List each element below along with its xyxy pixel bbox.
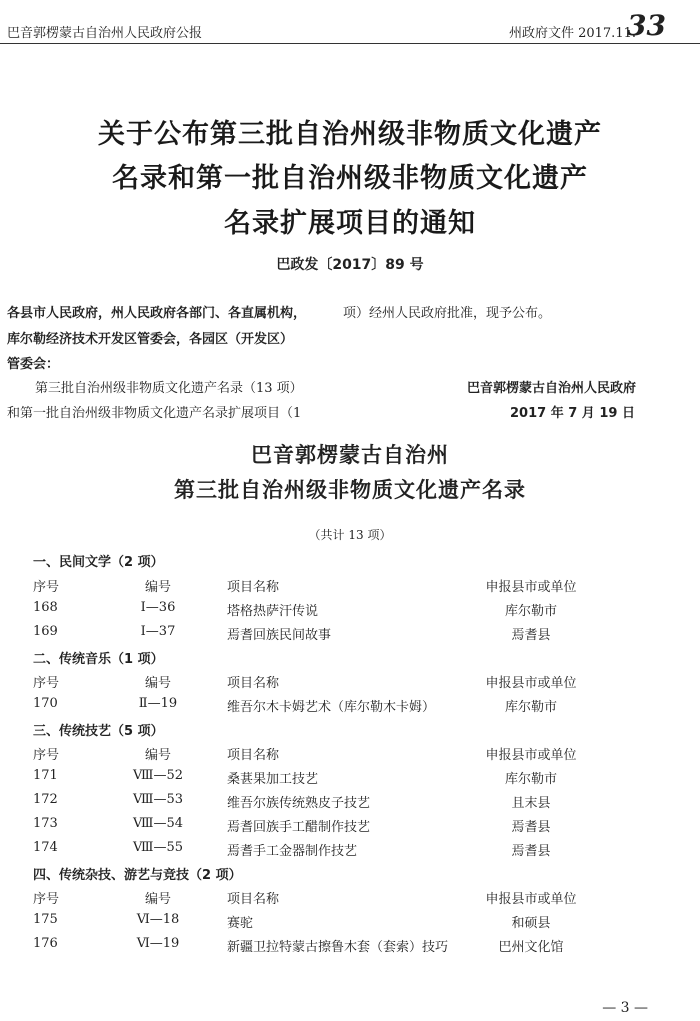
row-unit: 库尔勒市 <box>504 700 557 715</box>
table-row <box>0 768 700 788</box>
running-header-publication: 巴音郭楞蒙古自治州人民政府公报 <box>7 26 203 41</box>
issuer: 巴音郭楞蒙古自治州人民政府 <box>467 381 637 396</box>
row-unit: 焉耆县 <box>511 820 551 835</box>
column-header-unit: 申报县市或单位 <box>485 892 577 907</box>
row-unit: 巴州文化馆 <box>498 940 564 955</box>
column-header-code: 编号 <box>144 892 171 907</box>
column-header-no: 序号 <box>33 892 60 907</box>
row-unit: 和硕县 <box>511 916 551 931</box>
row-code: Ⅵ—19 <box>136 936 180 951</box>
row-unit: 库尔勒市 <box>504 772 557 787</box>
table-row <box>0 840 700 860</box>
row-name: 赛驼 <box>227 916 254 931</box>
row-no: 173 <box>33 816 58 831</box>
column-header-unit: 申报县市或单位 <box>485 676 577 691</box>
body-text-line-2: 和第一批自治州级非物质文化遗产名录扩展项目（1 <box>7 406 302 421</box>
row-code: Ⅷ—55 <box>132 840 184 855</box>
column-header-unit: 申报县市或单位 <box>485 748 577 763</box>
table-row <box>0 600 700 620</box>
column-header-name: 项目名称 <box>227 892 280 907</box>
recipients-line-3: 管委会： <box>7 357 60 372</box>
table-header-row <box>0 576 700 596</box>
row-code: Ⅵ—18 <box>136 912 180 927</box>
section-heading: 二、传统音乐（1 项） <box>33 652 164 667</box>
row-code: Ⅷ—52 <box>132 768 184 783</box>
column-header-no: 序号 <box>33 580 60 595</box>
row-code: Ⅰ—37 <box>140 624 176 639</box>
table-row <box>0 816 700 836</box>
row-name: 新疆卫拉特蒙古擦鲁木套（套索）技巧 <box>227 940 449 955</box>
row-name: 维吾尔族传统熟皮子技艺 <box>227 796 371 811</box>
row-code: Ⅷ—54 <box>132 816 184 831</box>
row-name: 焉耆回族手工醋制作技艺 <box>227 820 371 835</box>
table-row <box>0 792 700 812</box>
row-unit: 且末县 <box>511 796 551 811</box>
notice-title-line-3: 名录扩展项目的通知 <box>224 208 476 239</box>
section-heading: 三、传统技艺（5 项） <box>33 724 164 739</box>
recipients-line-2: 库尔勒经济技术开发区管委会，各园区（开发区） <box>7 332 294 347</box>
column-header-no: 序号 <box>33 676 60 691</box>
running-header-issue: 州政府文件 2017.11. <box>508 26 636 41</box>
row-name: 维吾尔木卡姆艺术（库尔勒木卡姆） <box>227 700 436 715</box>
table-header-row <box>0 888 700 908</box>
row-name: 桑葚果加工技艺 <box>227 772 319 787</box>
row-no: 168 <box>33 600 58 615</box>
row-code: Ⅰ—36 <box>140 600 176 615</box>
table-row <box>0 912 700 932</box>
column-header-code: 编号 <box>144 748 171 763</box>
row-no: 170 <box>33 696 58 711</box>
row-no: 171 <box>33 768 58 783</box>
section-heading: 一、民间文学（2 项） <box>33 555 164 570</box>
column-header-code: 编号 <box>144 676 171 691</box>
row-no: 174 <box>33 840 58 855</box>
header-divider <box>0 43 700 44</box>
list-title-line-1: 巴音郭楞蒙古自治州 <box>251 442 449 467</box>
row-no: 172 <box>33 792 58 807</box>
running-header-page-number: 33 <box>627 9 666 42</box>
body-text-line-1: 第三批自治州级非物质文化遗产名录（13 项） <box>35 381 303 396</box>
notice-title-line-2: 名录和第一批自治州级非物质文化遗产 <box>112 163 588 194</box>
column-header-name: 项目名称 <box>227 580 280 595</box>
list-title-line-2: 第三批自治州级非物质文化遗产名录 <box>174 477 526 502</box>
column-header-unit: 申报县市或单位 <box>485 580 577 595</box>
column-header-code: 编号 <box>144 580 171 595</box>
row-unit: 库尔勒市 <box>504 604 557 619</box>
issue-date: 2017 年 7 月 19 日 <box>510 406 635 421</box>
row-code: Ⅷ—53 <box>132 792 184 807</box>
row-code: Ⅱ—19 <box>138 696 178 711</box>
row-name: 塔格热萨汗传说 <box>227 604 319 619</box>
row-no: 169 <box>33 624 58 639</box>
recipients-line-1: 各县市人民政府，州人民政府各部门、各直属机构， <box>7 306 307 321</box>
column-header-no: 序号 <box>33 748 60 763</box>
row-unit: 焉耆县 <box>511 844 551 859</box>
row-name: 焉耆回族民间故事 <box>227 628 332 643</box>
table-row <box>0 696 700 716</box>
notice-title-line-1: 关于公布第三批自治州级非物质文化遗产 <box>98 119 602 150</box>
table-row <box>0 624 700 644</box>
document-number: 巴政发〔2017〕89 号 <box>276 257 424 273</box>
row-name: 焉耆手工金器制作技艺 <box>227 844 358 859</box>
body-text-continuation: 项）经州人民政府批准，现予公布。 <box>343 306 552 321</box>
row-no: 176 <box>33 936 58 951</box>
table-header-row <box>0 672 700 692</box>
table-row <box>0 936 700 956</box>
table-header-row <box>0 744 700 764</box>
page-footer-number: — 3 — <box>602 1000 648 1016</box>
item-count: （共计 13 项） <box>308 528 392 542</box>
column-header-name: 项目名称 <box>227 748 280 763</box>
column-header-name: 项目名称 <box>227 676 280 691</box>
section-heading: 四、传统杂技、游艺与竞技（2 项） <box>33 868 242 883</box>
row-no: 175 <box>33 912 58 927</box>
row-unit: 焉耆县 <box>511 628 551 643</box>
